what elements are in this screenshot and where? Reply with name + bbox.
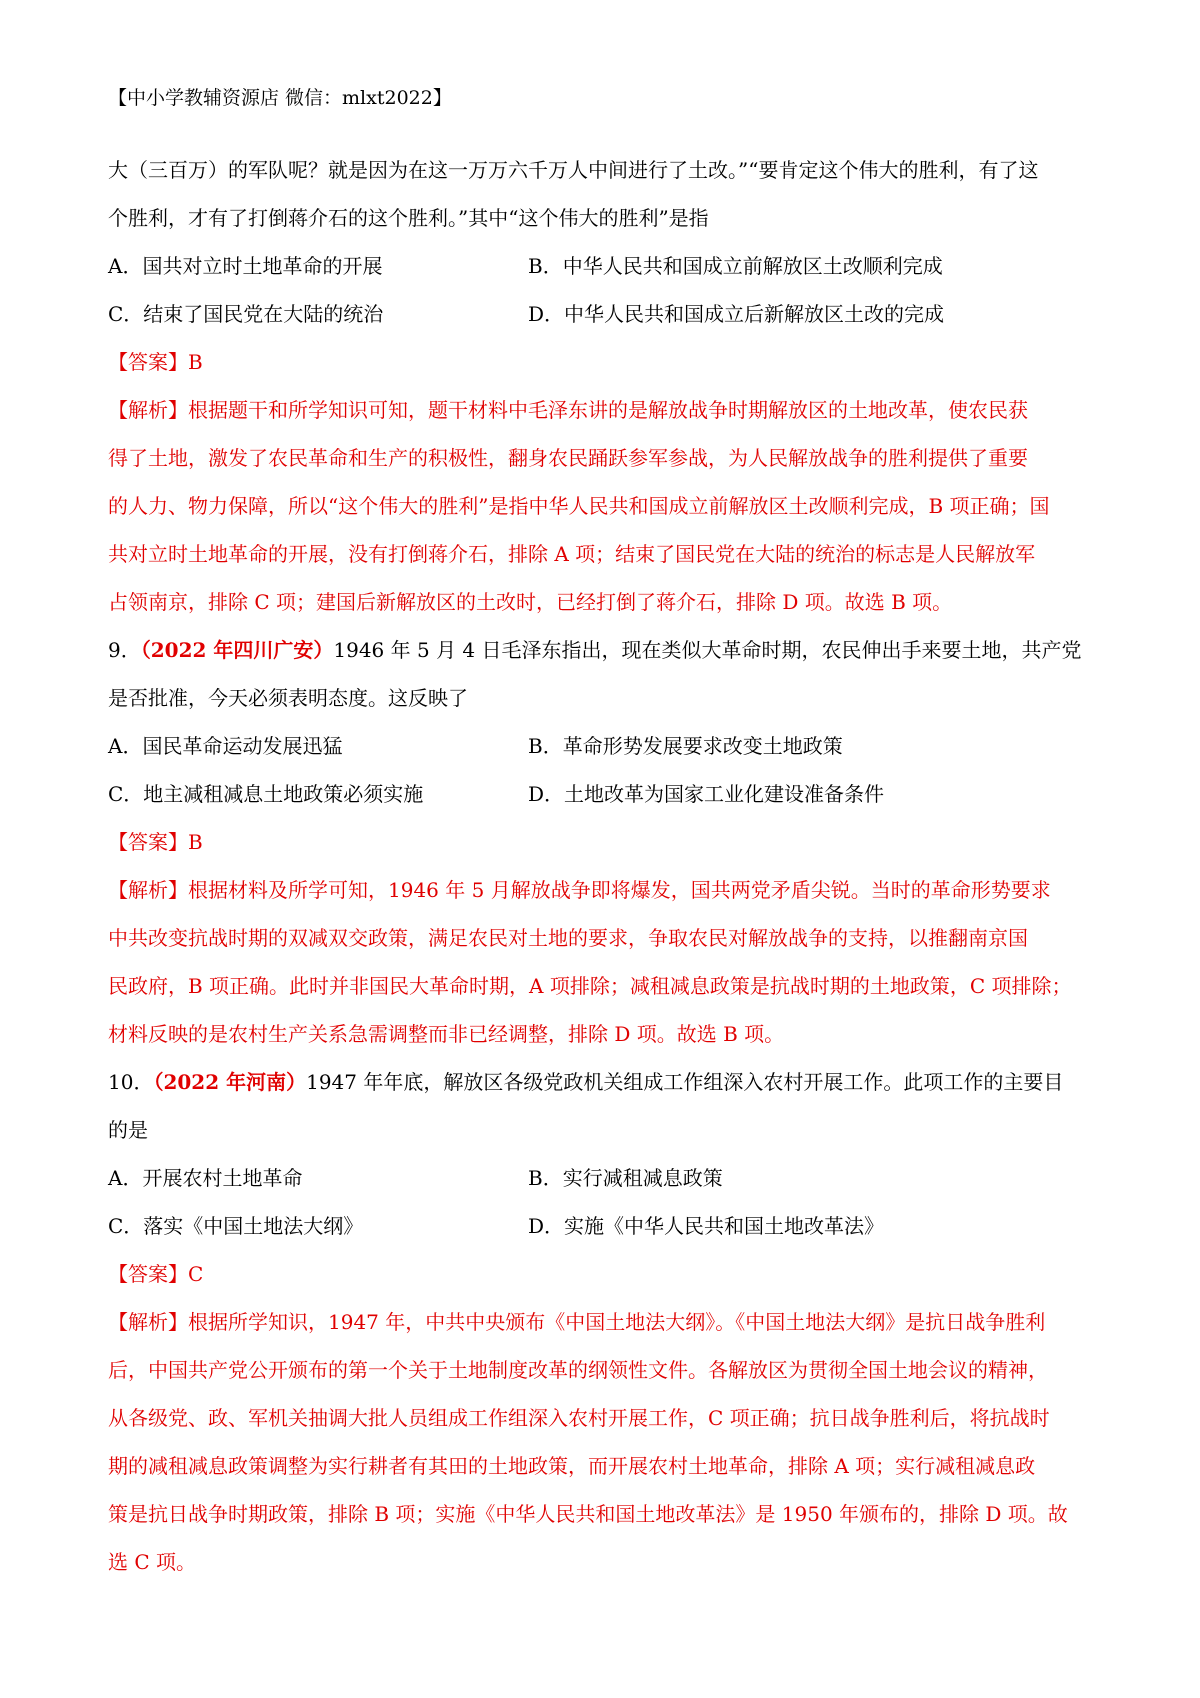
q10-options-row-1: [108, 1154, 1103, 1202]
q9-stem-line: 是否批准，今天必须表明态度。这反映了: [108, 686, 468, 710]
q9-options-row-1: [108, 722, 1103, 770]
q9-analysis-line: 【解析】根据材料及所学可知，1946 年 5 月解放战争即将爆发，国共两党矛盾尖锐。当时的革命形势要求: [108, 878, 1051, 902]
q10-number: 10．: [108, 1070, 154, 1094]
q8-analysis-line: 的人力、物力保障，所以“这个伟大的胜利”是指中华人民共和国成立前解放区土改顺利完成，B 项正确；国: [108, 494, 1050, 518]
q8-options-row-2: [108, 290, 1103, 338]
q10-source: （2022 年河南）: [153, 1070, 307, 1094]
q10-answer: 【答案】C: [108, 1262, 204, 1286]
q9-options-row-2: [108, 770, 1103, 818]
q9-analysis-line: 中共改变抗战时期的双减双交政策，满足农民对土地的要求，争取农民对解放战争的支持，以推翻南京国: [108, 926, 1028, 950]
q10-analysis-line: 策是抗日战争时期政策，排除 B 项；实施《中华人民共和国土地改革法》是 1950 年颁布的，排除 D 项。故: [108, 1502, 1068, 1526]
q9-analysis-line: 民政府，B 项正确。此时并非国民大革命时期，A 项排除；减租减息政策是抗战时期的土地政策，C 项排除；: [108, 974, 1072, 998]
q9-number: 9．: [108, 638, 141, 662]
q9-option-c: C．地主减租减息土地政策必须实施: [108, 782, 424, 806]
q10-analysis-line: 期的减租减息政策调整为实行耕者有其田的土地政策，而开展农村土地革命，排除 A 项；实行减租减息政: [108, 1454, 1036, 1478]
q9-analysis-line: 材料反映的是农村生产关系急需调整而非已经调整，排除 D 项。故选 B 项。: [108, 1022, 785, 1046]
q10-analysis-line: 【解析】根据所学知识，1947 年，中共中央颁布《中国土地法大纲》。《中国土地法大纲》是抗日战争胜利: [108, 1310, 1046, 1334]
q8-analysis-line: 【解析】根据题干和所学知识可知，题干材料中毛泽东讲的是解放战争时期解放区的土地改革，使农民获: [108, 398, 1028, 422]
q8-answer: 【答案】B: [108, 350, 203, 374]
q10-stem-line: 的是: [108, 1118, 148, 1142]
q9-option-d: D．土地改革为国家工业化建设准备条件: [528, 782, 885, 806]
q10-options-row-2: [108, 1202, 1103, 1250]
page-header: 【中小学教辅资源店 微信：mlxt2022】: [108, 87, 452, 109]
q10-analysis-line: 从各级党、政、军机关抽调大批人员组成工作组深入农村开展工作，C 项正确；抗日战争胜利后，将抗战时: [108, 1406, 1050, 1430]
q9-stem-line: [108, 626, 1103, 674]
q10-option-c: C．落实《中国土地法大纲》: [108, 1214, 364, 1238]
q10-stem-first: 1947 年年底，解放区各级党政机关组成工作组深入农村开展工作。此项工作的主要目: [306, 1070, 1064, 1094]
q8-option-b: B．中华人民共和国成立前解放区土改顺利完成: [528, 254, 943, 278]
q9-option-b: B．革命形势发展要求改变土地政策: [528, 734, 843, 758]
q8-stem-line: 大（三百万）的军队呢？就是因为在这一万万六千万人中间进行了土改。”“要肯定这个伟大的胜利，有了这: [108, 158, 1039, 182]
q8-analysis-line: 得了土地，激发了农民革命和生产的积极性，翻身农民踊跃参军参战，为人民解放战争的胜利提供了重要: [108, 446, 1028, 470]
q9-answer: 【答案】B: [108, 830, 203, 854]
q8-options-row-1: [108, 242, 1103, 290]
q9-stem-first: 1946 年 5 月 4 日毛泽东指出，现在类似大革命时期，农民伸出手来要土地，共产党: [333, 638, 1082, 662]
question-8: [108, 146, 1103, 1586]
q10-option-d: D．实施《中华人民共和国土地改革法》: [528, 1214, 885, 1238]
q8-option-d: D．中华人民共和国成立后新解放区土改的完成: [528, 302, 945, 326]
q10-option-a: A．开展农村土地革命: [108, 1166, 303, 1190]
q9-option-a: A．国民革命运动发展迅猛: [108, 734, 343, 758]
q8-analysis-line: 占领南京，排除 C 项；建国后新解放区的土改时，已经打倒了蒋介石，排除 D 项。故选 B 项。: [108, 590, 953, 614]
q8-option-a: A．国共对立时土地革命的开展: [108, 254, 383, 278]
q10-analysis-line: 后，中国共产党公开颁布的第一个关于土地制度改革的纲领性文件。各解放区为贯彻全国土地会议的精神，: [108, 1358, 1048, 1382]
q8-option-c: C．结束了国民党在大陆的统治: [108, 302, 384, 326]
q10-option-b: B．实行减租减息政策: [528, 1166, 723, 1190]
q10-analysis-line: 选 C 项。: [108, 1550, 197, 1574]
q8-stem-line: 个胜利，才有了打倒蒋介石的这个胜利。”其中“这个伟大的胜利”是指: [108, 206, 709, 230]
q10-stem-line: [108, 1058, 1103, 1106]
q9-source: （2022 年四川广安）: [140, 638, 334, 662]
q8-analysis-line: 共对立时土地革命的开展，没有打倒蒋介石，排除 A 项；结束了国民党在大陆的统治的标志是人民解放军: [108, 542, 1036, 566]
